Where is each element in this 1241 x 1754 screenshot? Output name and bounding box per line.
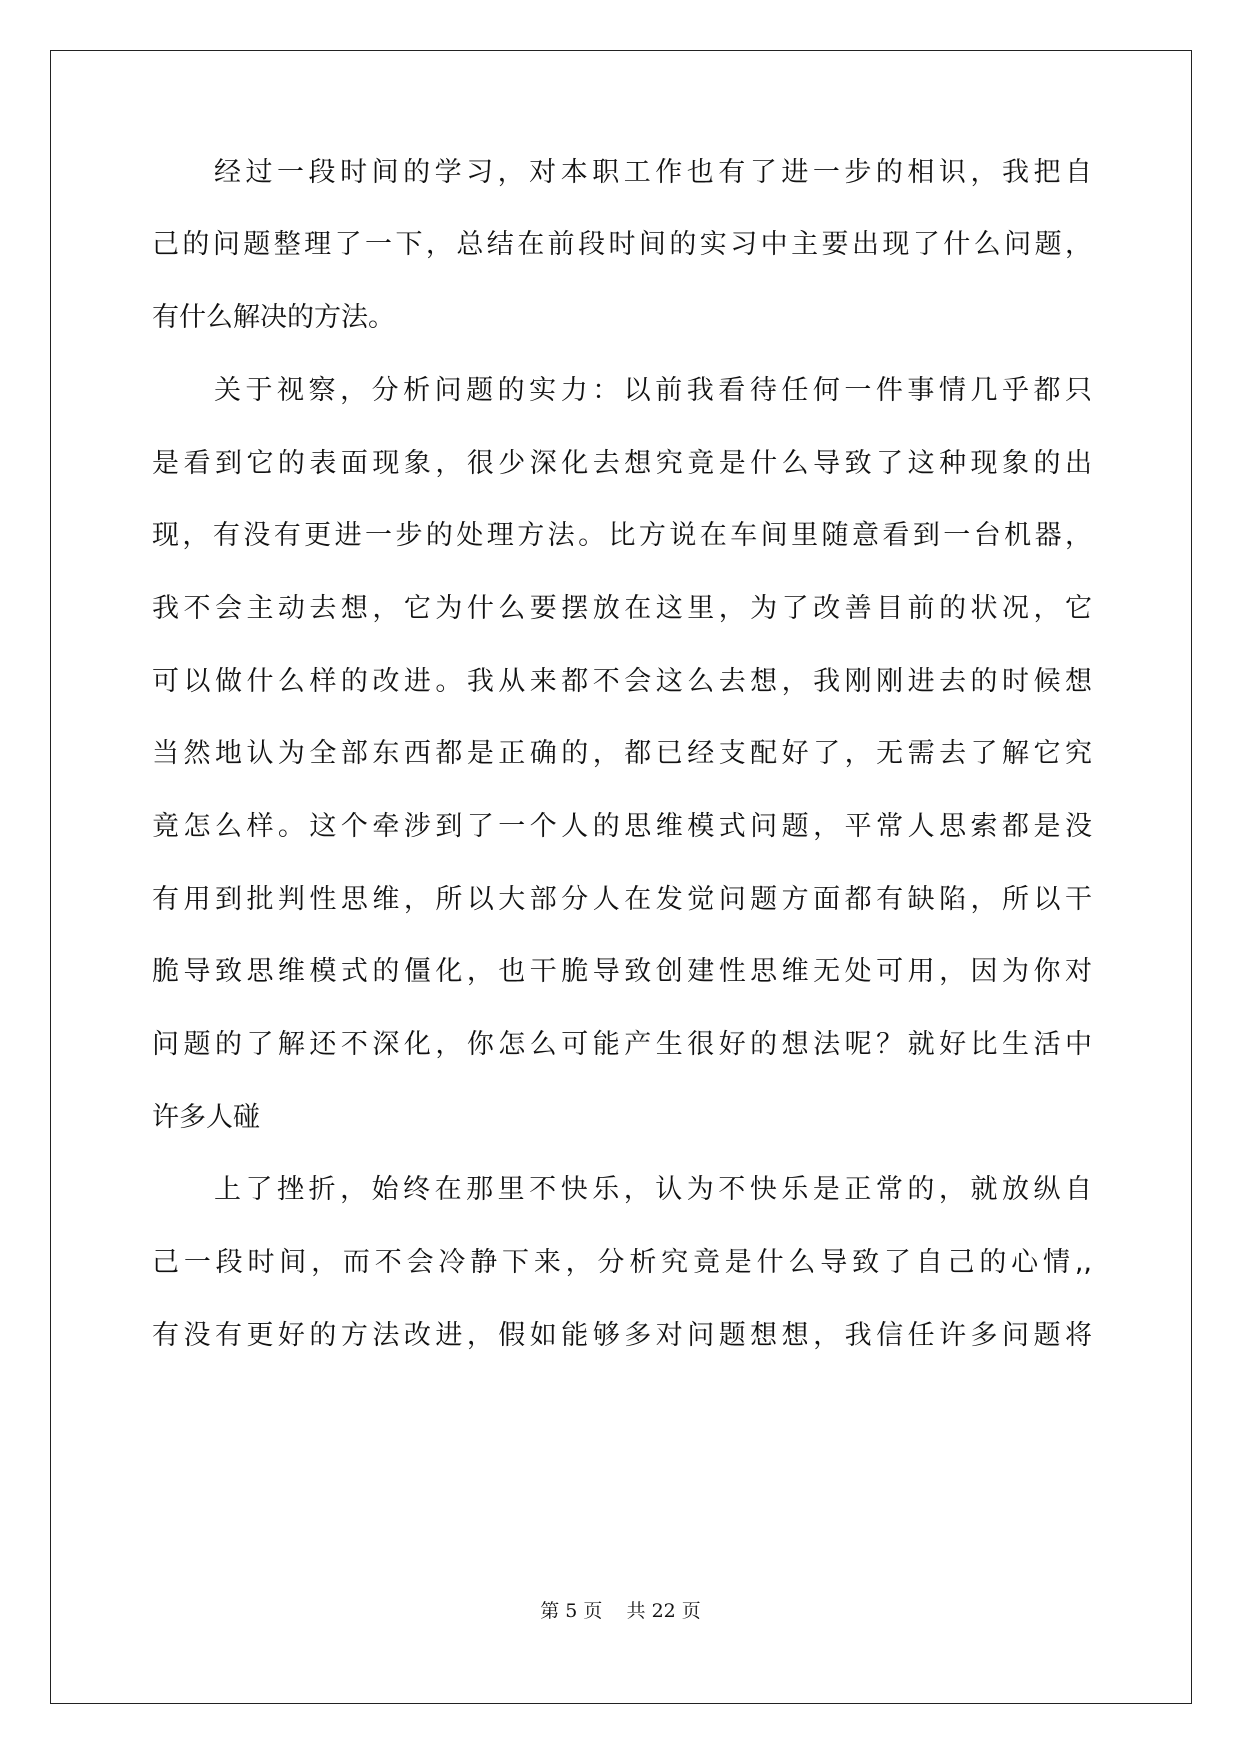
paragraph-2-line-7: 竟怎么样。这个牵涉到了一个人的思维模式问题，平常人思索都是没: [152, 811, 1092, 842]
paragraph-2-line-5: 可以做什么样的改进。我从来都不会这么去想，我刚刚进去的时候想: [152, 666, 1092, 697]
paragraph-2-line-4: 我不会主动去想，它为什么要摆放在这里，为了改善目前的状况，它: [152, 593, 1092, 624]
paragraph-2-line-8: 有用到批判性思维，所以大部分人在发觉问题方面都有缺陷，所以干: [152, 884, 1092, 915]
paragraph-3-line-2: 己一段时间，而不会冷静下来，分析究竟是什么导致了自己的心情,,: [152, 1247, 1092, 1278]
paragraph-1-line-1: 经过一段时间的学习，对本职工作也有了进一步的相识，我把自: [214, 157, 1092, 188]
paragraph-2-line-3: 现，有没有更进一步的处理方法。比方说在车间里随意看到一台机器，: [152, 520, 1092, 551]
paragraph-2-line-9: 脆导致思维模式的僵化，也干脆导致创建性思维无处可用，因为你对: [152, 956, 1092, 987]
paragraph-2-line-6: 当然地认为全部东西都是正确的，都已经支配好了，无需去了解它究: [152, 738, 1092, 769]
paragraph-1-line-3: 有什么解决的方法。: [152, 302, 395, 333]
paragraph-3-line-3: 有没有更好的方法改进，假如能够多对问题想想，我信任许多问题将: [152, 1320, 1092, 1351]
paragraph-2-line-1: 关于视察，分析问题的实力：以前我看待任何一件事情几乎都只: [214, 375, 1092, 406]
paragraph-2-line-2: 是看到它的表面现象，很少深化去想究竟是什么导致了这种现象的出: [152, 448, 1092, 479]
paragraph-2-line-11: 许多人碰: [152, 1102, 260, 1133]
paragraph-2-line-10: 问题的了解还不深化，你怎么可能产生很好的想法呢？就好比生活中: [152, 1029, 1092, 1060]
page-number-footer: 第 5 页 共 22 页: [540, 1600, 701, 1622]
paragraph-1-line-2: 己的问题整理了一下，总结在前段时间的实习中主要出现了什么问题，: [152, 229, 1092, 260]
paragraph-3-line-1: 上了挫折，始终在那里不快乐，认为不快乐是正常的，就放纵自: [214, 1174, 1092, 1205]
